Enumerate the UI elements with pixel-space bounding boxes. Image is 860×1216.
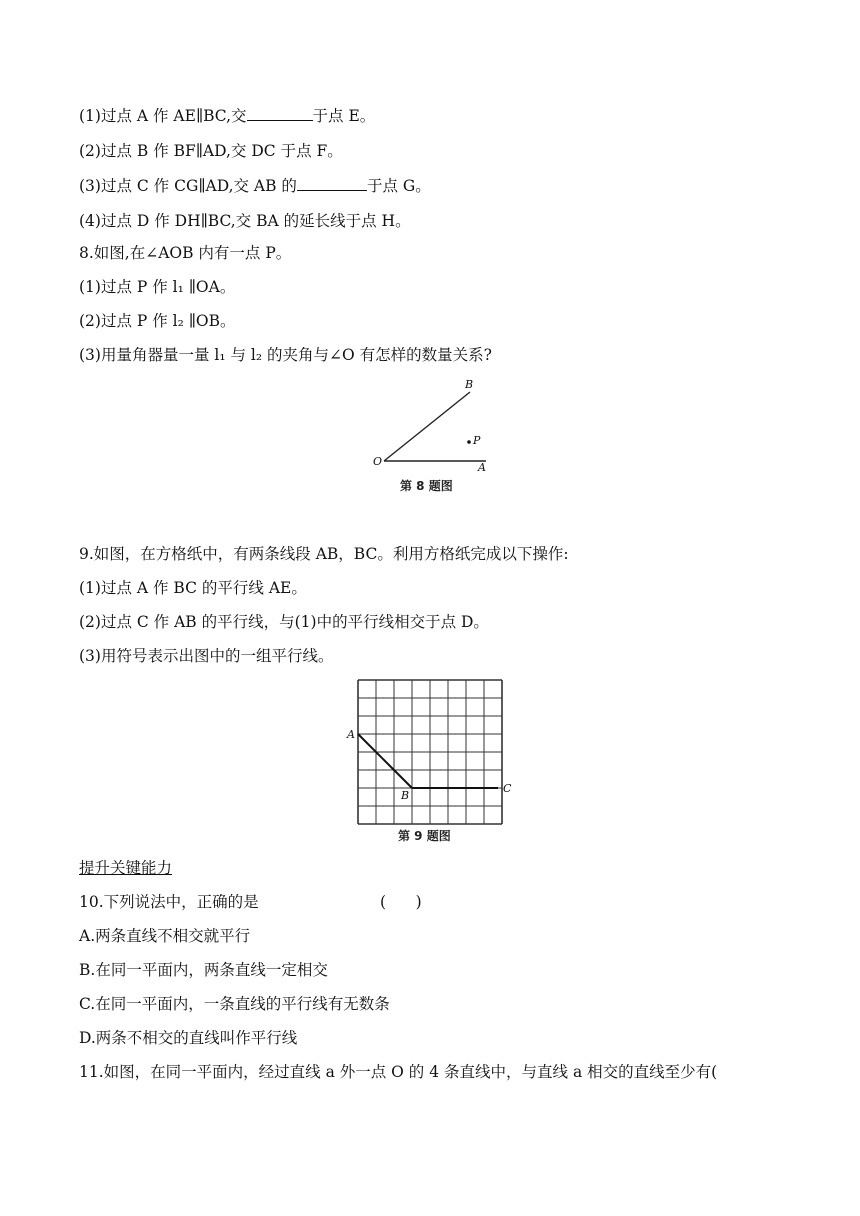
q9-part3: (3)用符号表示出图中的一组平行线。 xyxy=(79,647,334,665)
segment-ab xyxy=(358,734,412,788)
label-b: B xyxy=(465,378,474,391)
q8-stem: 8.如图,在∠AOB 内有一点 P。 xyxy=(79,244,292,262)
q9-stem: 9.如图，在方格纸中，有两条线段 AB，BC。利用方格纸完成以下操作: xyxy=(79,545,569,563)
q9-grid-figure xyxy=(340,674,520,846)
q8-angle-figure xyxy=(368,376,498,498)
label-a: A xyxy=(478,461,486,474)
q10-option-c: C.在同一平面内，一条直线的平行线有无数条 xyxy=(79,995,390,1013)
label-c: C xyxy=(503,782,512,795)
ray-ob xyxy=(384,392,470,461)
q10-stem: 10.下列说法中，正确的是 xyxy=(79,893,259,911)
label-b: B xyxy=(401,789,410,802)
q7-part2: (2)过点 B 作 BF∥AD,交 DC 于点 F。 xyxy=(79,142,343,160)
label-o: O xyxy=(373,455,383,468)
q8-part3: (3)用量角器量一量 l₁ 与 l₂ 的夹角与∠O 有怎样的数量关系? xyxy=(79,346,492,364)
q8-part2: (2)过点 P 作 l₂ ∥OB。 xyxy=(79,312,236,330)
q10-option-b: B.在同一平面内，两条直线一定相交 xyxy=(79,961,328,979)
q8-figure-caption: 第 8 题图 xyxy=(400,479,453,493)
q9-part2: (2)过点 C 作 AB 的平行线，与(1)中的平行线相交于点 D。 xyxy=(79,613,489,631)
q10-answer-paren[interactable]: ( ) xyxy=(380,893,422,911)
q9-figure-caption: 第 9 题图 xyxy=(398,829,451,843)
q10-option-a: A.两条直线不相交就平行 xyxy=(79,927,251,945)
q7-part3-answer-blank[interactable] xyxy=(297,176,367,191)
q7-part3 xyxy=(79,176,431,196)
q7-part4: (4)过点 D 作 DH∥BC,交 BA 的延长线于点 H。 xyxy=(79,212,411,230)
q7-part3-text-after: 于点 G。 xyxy=(366,177,431,195)
q9-part1: (1)过点 A 作 BC 的平行线 AE。 xyxy=(79,579,307,597)
point-p xyxy=(467,440,471,444)
q7-part1-answer-blank[interactable] xyxy=(247,106,313,121)
q10-option-d: D.两条不相交的直线叫作平行线 xyxy=(79,1029,298,1047)
q11-stem: 11.如图，在同一平面内，经过直线 a 外一点 O 的 4 条直线中，与直线 a 相交的直线至少有( xyxy=(79,1063,718,1081)
label-a: A xyxy=(347,728,355,741)
q7-part1 xyxy=(79,106,375,126)
section-title: 提升关键能力 xyxy=(79,859,173,877)
q7-part3-text-before: (3)过点 C 作 CG∥AD,交 AB 的 xyxy=(79,177,297,195)
square-grid xyxy=(358,680,502,824)
q7-part1-text-before: (1)过点 A 作 AE∥BC,交 xyxy=(79,107,247,125)
q8-part1: (1)过点 P 作 l₁ ∥OA。 xyxy=(79,278,236,296)
q7-part1-text-after: 于点 E。 xyxy=(312,107,376,125)
label-p: P xyxy=(473,434,481,447)
